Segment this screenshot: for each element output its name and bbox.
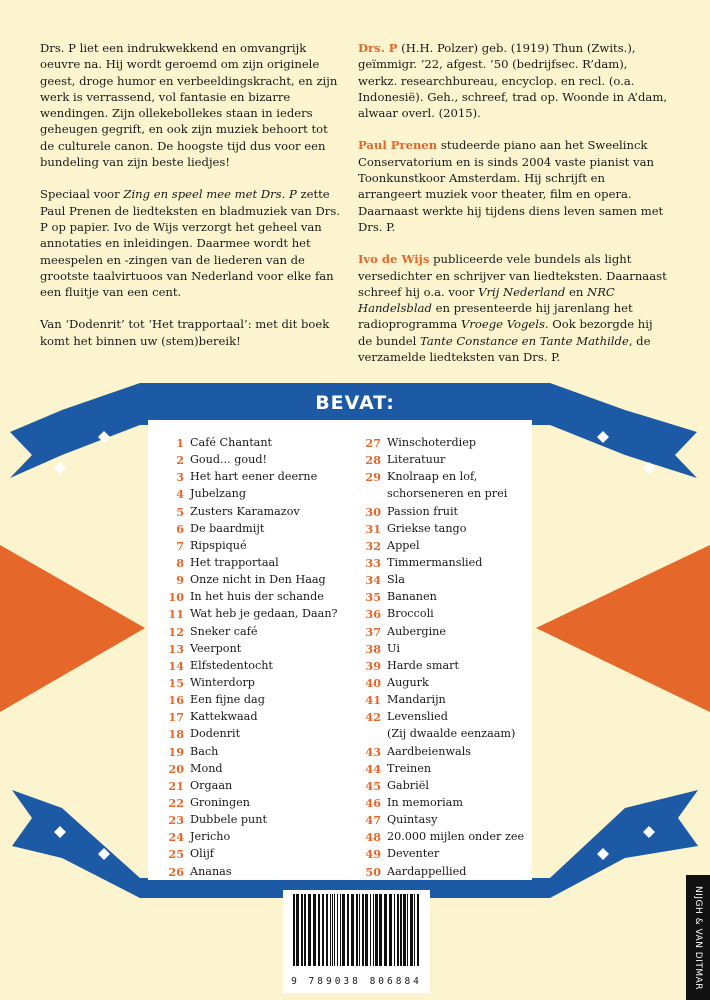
song-title: Ananas [190,864,232,878]
contents-item [168,539,338,553]
song-title: Elfstedentocht [190,658,273,672]
contents-panel [148,420,532,880]
contents-item [365,762,524,776]
song-number: 47 [365,813,381,828]
description-column [40,40,340,365]
barcode-bar [347,894,349,966]
contents-item [168,487,338,501]
barcode-bar [403,894,406,966]
song-number: 32 [365,538,381,553]
intro-paragraph: Drs. P liet een indrukwekkend en omvangrijk oeuvre na. Hij wordt geroemd om zijn originele geest, droge humor en verbeeldingskracht, en zijn werk is verrassend, vol fantasie en bizarre wendingen. Zijn ollekebollekes staan in ieders geheugen gegrift, en ook zijn muziek behoort tot de culturele canon. De hoogste tijd dus voor een bundeling van zijn beste liedjes! [40,41,338,170]
song-title: Augurk [387,675,429,689]
song-title: Dodenrit [190,727,241,741]
song-number: 31 [365,521,381,536]
song-title: Olijf [190,847,214,861]
song-number: 2 [176,453,184,468]
song-title: Sla [387,573,405,587]
barcode-bar [332,894,333,966]
contents-item [365,505,524,519]
song-number: 15 [168,675,184,690]
song-title: Bach [190,744,219,758]
song-number: 29 [365,470,381,485]
song-number: 43 [365,744,381,759]
contents-item [168,676,338,690]
contents-item [168,727,338,741]
contents-list-left [168,436,338,882]
contents-item [365,453,524,467]
song-title: Het hart eener deerne [190,470,318,484]
contents-list-right [365,436,524,882]
barcode-bar [330,894,331,966]
contents-item [168,625,338,639]
barcode-bar [379,894,382,966]
song-number: 16 [168,693,184,708]
barcode-bar [351,894,354,966]
song-title: Quintasy [387,813,438,827]
contents-item [365,865,524,879]
song-number: 12 [168,624,184,639]
contents-item [365,830,524,844]
song-title: Een fijne dag [190,693,265,707]
barcode-bar [373,894,374,966]
barcode-bar [414,894,415,966]
song-number: 41 [365,693,381,708]
song-title: Orgaan [190,778,233,792]
song-title: Winterdorp [190,675,255,689]
song-title: In memoriam [387,795,463,809]
song-number: 28 [365,453,381,468]
barcode-bar [340,894,341,966]
author-name-drs-p: Drs. P [358,41,398,55]
song-number: 33 [365,555,381,570]
barcode-bar [301,894,303,966]
contents-item [365,659,524,673]
song-title: Broccoli [387,607,434,621]
song-title: Sneker café [190,624,258,638]
author-name-ivo-de-wijs: Ivo de Wijs [358,252,430,267]
contents-item [168,590,338,604]
barcode-bar [293,894,295,966]
barcode-bar [384,894,387,966]
song-number: 5 [176,504,184,519]
barcode-bar [362,894,364,966]
barcode-bar [296,894,299,966]
barcode-bar [322,894,324,966]
song-title: (Zij dwaalde eenzaam) [387,727,516,741]
contents-item [365,745,524,759]
special-edition-paragraph [40,186,340,300]
song-title: Harde smart [387,658,459,672]
song-number: 21 [168,778,184,793]
barcode-bar [359,894,360,966]
barcode-bar [308,894,311,966]
song-number: 13 [168,641,184,656]
contents-item [365,522,524,536]
song-number: 25 [168,847,184,862]
song-title: Deventer [387,847,440,861]
contents-item [168,522,338,536]
song-number: 50 [365,864,381,879]
song-number: 8 [176,555,184,570]
contents-item [168,556,338,570]
song-number: 44 [365,761,381,776]
barcode-bar [375,894,378,966]
song-title: Jubelzang [190,487,246,501]
song-title: Het trapportaal [190,555,279,569]
song-title: Gabriël [387,778,429,792]
song-number: 49 [365,847,381,862]
newspaper-title: NRC Handelsblad [358,284,615,316]
song-title: Jericho [190,830,231,844]
song-number: 7 [176,538,184,553]
contents-item [365,710,524,724]
bio-text: en [565,284,588,299]
contents-item [365,573,524,587]
song-number: 36 [365,607,381,622]
song-number: 1 [176,436,184,450]
song-title: Aardbeienwals [387,744,472,758]
song-number: 40 [365,675,381,690]
barcode-bar [337,894,338,966]
barcode [283,890,430,993]
contents-item [365,470,524,484]
song-title: Goud... goud! [190,453,268,467]
song-title: schorseneren en prei [387,487,508,501]
contents-item [365,676,524,690]
song-number: 30 [365,504,381,519]
song-number: 20 [168,761,184,776]
contents-item [168,607,338,621]
song-number: 48 [365,830,381,845]
song-number: 17 [168,710,184,725]
contents-item [168,865,338,879]
barcode-bar [365,894,368,966]
barcode-bars [283,894,430,979]
contents-item [168,505,338,519]
song-title: Levenslied [387,710,448,724]
song-number: 19 [168,744,184,759]
contents-item [365,693,524,707]
closing-paragraph: Van ‘Dodenrit’ tot ‘Het trapportaal’: met dit boek komt het binnen uw (stem)bereik! [40,317,330,348]
contents-item [365,847,524,861]
barcode-bar [370,894,371,966]
song-number: 22 [168,795,184,810]
song-title: Passion fruit [387,504,459,518]
song-number: 24 [168,830,184,845]
contents-item [168,813,338,827]
contents-item [168,642,338,656]
barcode-bar [410,894,413,966]
song-number: 10 [168,590,184,605]
barcode-bar [417,894,419,966]
author-name-paul-prenen: Paul Prenen [358,138,438,153]
song-number: 18 [168,727,184,742]
song-number: 26 [168,864,184,879]
publisher-label [686,875,710,1000]
song-title: Groningen [190,795,250,809]
song-title: Mandarijn [387,693,446,707]
song-title: Wat heb je gedaan, Daan? [190,607,338,621]
ivo-de-wijs-bio [358,251,670,365]
song-number: 39 [365,658,381,673]
song-number: 46 [365,795,381,810]
contents-item [168,762,338,776]
song-number: 14 [168,658,184,673]
song-title: Dubbele punt [190,813,267,827]
barcode-bar [334,894,335,966]
contents-item [168,847,338,861]
contents-item [168,470,338,484]
magazine-title: Vrij Nederland [478,284,566,299]
barcode-bar [318,894,320,966]
song-number: 38 [365,641,381,656]
song-title: Griekse tango [387,521,467,535]
text-span: zette Paul Prenen de liedteksten en bladmuziek van Drs. P op papier. Ivo de Wijs verzorgt het geheel van annotaties en inleidingen. Daarmee wordt het meespelen en -zingen van de liederen van de grootste taalvirtuoos van Nederland voor elke fan een fluitje van een cent. [40,187,340,300]
song-title: Ripspiqué [190,538,247,552]
song-number [365,727,381,741]
book-title: Zing en speel mee met Drs. P [123,187,297,202]
bio-text: , de verzamelde liedteksten van Drs. P. [358,333,651,365]
song-number: 9 [176,573,184,588]
drs-p-bio [358,40,670,121]
song-title: Literatuur [387,453,446,467]
contents-item [365,796,524,810]
text-span: Speciaal voor [40,187,124,202]
bio-text: studeerde piano aan het Sweelinck Conservatorium en is sinds 2004 vaste pianist van Toonkunstkoor Amsterdam. Hij schrijft en arrangeert muziek voor theater, film en opera. Daarnaast werkte hij tijdens diens leven samen met Drs. P. [358,138,664,234]
contents-item [365,487,524,501]
barcode-bar [304,894,306,966]
song-title: Café Chantant [190,436,273,449]
contents-item [168,745,338,759]
contents-item [365,727,524,741]
contents-item [168,830,338,844]
song-title: Aardappellied [387,864,467,878]
song-title: Zusters Karamazov [190,504,300,518]
song-title: In het huis der schande [190,590,324,604]
song-title: 20.000 mijlen onder zee [387,830,525,844]
barcode-bar [326,894,328,966]
song-title: Knolraap en lof, [387,470,478,484]
contents-item [365,607,524,621]
contents-item [168,453,338,467]
barcode-bar [407,894,408,966]
contents-item [365,625,524,639]
song-number: 45 [365,778,381,793]
publisher-name: NIJGH & VAN DITMAR [693,885,703,990]
contents-item [168,436,338,450]
song-title: Ui [387,641,401,655]
contents-heading: BEVAT: [315,392,395,414]
book-title: Tante Constance en Tante Mathilde [420,333,629,348]
barcode-bar [400,894,402,966]
song-number: 3 [176,470,184,485]
contents-item [168,796,338,810]
song-title: Treinen [387,761,432,775]
authors-column [358,40,670,381]
song-number: 37 [365,624,381,639]
barcode-bar [389,894,392,966]
right-orange-triangle [536,545,710,712]
song-title: Bananen [387,590,437,604]
paul-prenen-bio [358,137,670,235]
barcode-bar [342,894,345,966]
song-number: 27 [365,436,381,450]
song-number: 42 [365,710,381,725]
song-title: Kattekwaad [190,710,258,724]
contents-item [168,573,338,587]
bio-text: en presenteerde hij jarenlang het radioprogramma [358,301,633,332]
barcode-bar [394,894,395,966]
barcode-bar [397,894,399,966]
barcode-bar [313,894,316,966]
song-title: Appel [387,538,420,552]
contents-item [365,539,524,553]
isbn-number: 9 789038 806884 [291,976,422,987]
bio-text: publiceerde vele bundels als light versedichter en schrijver van liedteksten. Daarnaast schreef hij o.a. voor [358,252,667,299]
contents-item [168,710,338,724]
song-title: De baardmijt [190,521,265,535]
contents-item [168,779,338,793]
song-number: 35 [365,590,381,605]
song-title: Onze nicht in Den Haag [190,573,326,587]
song-number: 34 [365,573,381,588]
contents-item [365,779,524,793]
radio-program-title: Vroege Vogels [460,317,545,332]
contents-item [168,693,338,707]
song-number: 11 [168,607,184,622]
bio-text: (H.H. Polzer) geb. (1919) Thun (Zwits.), geïmmigr. ’22, afgest. ’50 (bedrijfsec. R’dam), werkz. researchbureau, encyclop. en recl. (o.a. Indonesië). Geh., schreef, trad op. Woonde in A’dam, alwaar overl. (2015). [358,41,667,121]
contents-item [365,436,524,450]
barcode-bar [356,894,358,966]
song-title: Veerpont [190,641,242,655]
song-number: 23 [168,813,184,828]
song-title: Timmermanslied [387,555,483,569]
song-number [365,487,381,501]
contents-item [365,813,524,827]
bio-text: . Ook bezorgde hij de bundel [358,317,653,348]
left-orange-triangle [0,545,145,712]
song-title: Aubergine [387,624,446,638]
contents-item [365,642,524,656]
contents-item [365,556,524,570]
contents-item [365,590,524,604]
song-title: Mond [190,761,223,775]
song-title: Winschoterdiep [387,436,477,449]
song-number: 6 [176,521,184,536]
song-number: 4 [176,487,184,502]
contents-item [168,659,338,673]
